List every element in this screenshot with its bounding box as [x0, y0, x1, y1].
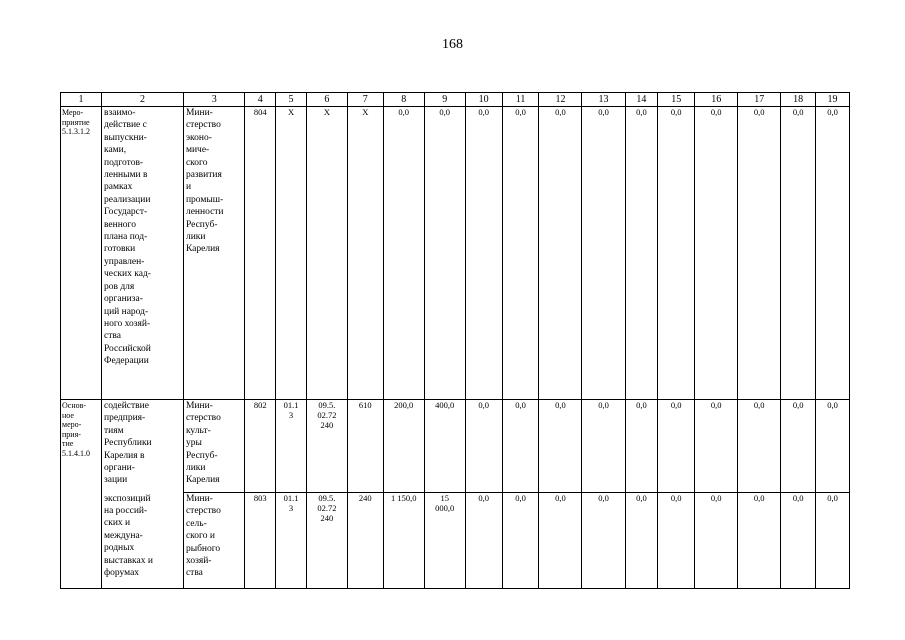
value-cell: 0,0	[502, 493, 539, 589]
value-cell: 0,0	[738, 107, 781, 400]
header-cell: 4	[245, 93, 276, 107]
value-cell: 0,0	[539, 400, 582, 493]
value-cell: 0,0	[816, 107, 850, 400]
value-cell: 01.1 3	[276, 400, 307, 493]
value-cell: 0,0	[695, 400, 738, 493]
value-cell: 0,0	[539, 493, 582, 589]
header-cell: 1	[61, 93, 102, 107]
executor-cell: Мини- стерство культ- уры Респуб- лики Карелия	[183, 400, 244, 493]
table-row	[61, 107, 850, 400]
value-cell: 0,0	[383, 107, 424, 400]
value-cell: 0,0	[625, 107, 658, 400]
header-cell: 3	[183, 93, 244, 107]
executor-cell: Мини- стерство сель- ского и рыбного хозяй- ства	[183, 493, 244, 589]
value-cell: 803	[245, 493, 276, 589]
value-cell: 09.5. 02.72 240	[306, 400, 347, 493]
value-cell: 0,0	[582, 493, 625, 589]
value-cell: 0,0	[695, 493, 738, 589]
value-cell: X	[306, 107, 347, 400]
value-cell: 0,0	[625, 400, 658, 493]
value-cell: 0,0	[502, 107, 539, 400]
header-cell: 14	[625, 93, 658, 107]
value-cell: 804	[245, 107, 276, 400]
value-cell: 0,0	[539, 107, 582, 400]
value-cell: 240	[347, 493, 383, 589]
budget-table	[60, 92, 850, 589]
value-cell: 0,0	[816, 493, 850, 589]
value-cell: 01.1 3	[276, 493, 307, 589]
value-cell: 610	[347, 400, 383, 493]
value-cell: 0,0	[465, 493, 502, 589]
value-cell: 0,0	[424, 107, 465, 400]
header-cell: 9	[424, 93, 465, 107]
header-cell: 12	[539, 93, 582, 107]
value-cell: 0,0	[582, 400, 625, 493]
header-cell: 17	[738, 93, 781, 107]
value-cell: 0,0	[781, 107, 816, 400]
header-cell: 10	[465, 93, 502, 107]
value-cell: 0,0	[658, 107, 695, 400]
header-cell: 19	[816, 93, 850, 107]
value-cell: 0,0	[502, 400, 539, 493]
header-cell: 5	[276, 93, 307, 107]
value-cell: 0,0	[658, 493, 695, 589]
value-cell: 0,0	[781, 400, 816, 493]
value-cell: 0,0	[465, 107, 502, 400]
measure-name-cell: содействие предприя- тиям Республики Карелия в органи- зации	[101, 400, 183, 493]
value-cell: 0,0	[625, 493, 658, 589]
value-cell: 802	[245, 400, 276, 493]
value-cell: X	[347, 107, 383, 400]
value-cell: 0,0	[781, 493, 816, 589]
measure-name-cell: взаимо- действие с выпускни- ками, подготов- ленными в рамках реализации Государст- венного плана под- готовки управлен- ческих кад- ров для организа- ций народ- ного хозяй- ства Российской Федерации	[101, 107, 183, 400]
header-cell: 7	[347, 93, 383, 107]
value-cell: 0,0	[695, 107, 738, 400]
header-cell: 13	[582, 93, 625, 107]
header-cell: 11	[502, 93, 539, 107]
value-cell: 0,0	[582, 107, 625, 400]
value-cell: 200,0	[383, 400, 424, 493]
measure-code-cell: Основ- ное меро- прия- тие 5.1.4.1.0	[61, 400, 102, 589]
value-cell: 09.5. 02.72 240	[306, 493, 347, 589]
header-cell: 15	[658, 93, 695, 107]
value-cell: 15 000,0	[424, 493, 465, 589]
header-cell: 8	[383, 93, 424, 107]
header-cell: 2	[101, 93, 183, 107]
table-row	[61, 400, 850, 493]
executor-cell: Мини- стерство эконо- миче- ского развития и промыш- ленности Респуб- лики Карелия	[183, 107, 244, 400]
value-cell: 400,0	[424, 400, 465, 493]
header-cell: 6	[306, 93, 347, 107]
table-row	[61, 493, 850, 589]
header-cell: 16	[695, 93, 738, 107]
value-cell: 0,0	[738, 400, 781, 493]
value-cell: 0,0	[465, 400, 502, 493]
value-cell: 0,0	[658, 400, 695, 493]
value-cell: X	[276, 107, 307, 400]
header-cell: 18	[781, 93, 816, 107]
measure-code-cell: Меро- приятие 5.1.3.1.2	[61, 107, 102, 400]
table-header-row	[61, 93, 850, 107]
value-cell: 0,0	[738, 493, 781, 589]
value-cell: 1 150,0	[383, 493, 424, 589]
value-cell: 0,0	[816, 400, 850, 493]
page-number: 168	[442, 37, 463, 52]
measure-name-cell: экспозиций на россий- ских и междуна- родных выставках и форумах	[101, 493, 183, 589]
